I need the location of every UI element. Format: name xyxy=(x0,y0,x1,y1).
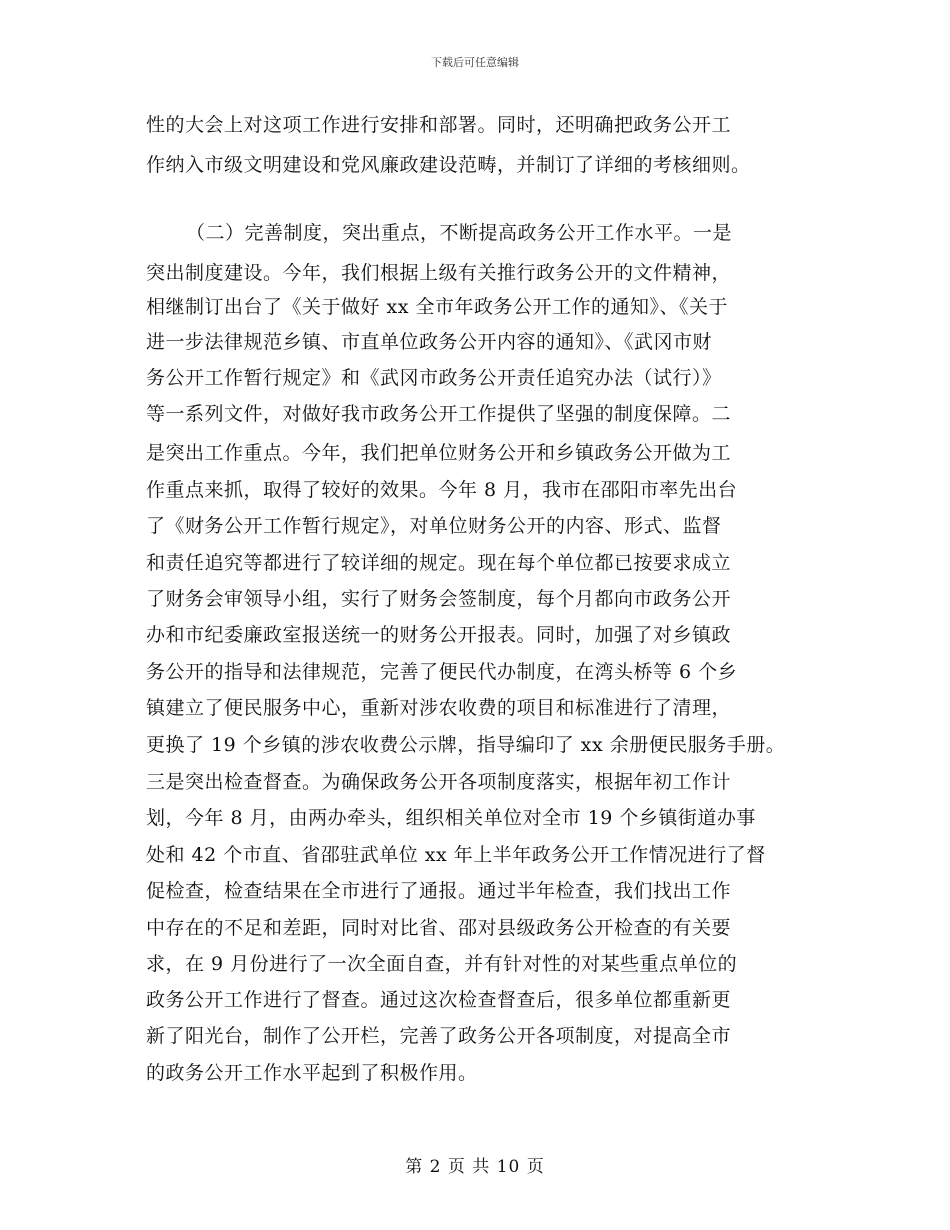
paragraph-line: 办和市纪委廉政室报送统一的财务公开报表。同时，加强了对乡镇政 xyxy=(146,624,732,646)
paragraph-line: 了《财务公开工作暂行规定》，对单位财务公开的内容、形式、监督 xyxy=(146,515,722,537)
paragraph-line: 镇建立了便民服务中心，重新对涉农收费的项目和标准进行了清理， xyxy=(146,697,732,719)
paragraph-line: 性的大会上对这项工作进行安排和部署。同时，还明确把政务公开工 xyxy=(146,114,732,136)
paragraph-line: 中存在的不足和差距，同时对比省、邵对县级政务公开检查的有关要 xyxy=(146,917,732,939)
paragraph-line: 突出制度建设。今年，我们根据上级有关推行政务公开的文件精神， xyxy=(146,262,732,284)
paragraph-line: 促检查，检查结果在全市进行了通报。通过半年检查，我们找出工作 xyxy=(146,880,732,902)
paragraph-line: 的政务公开工作水平起到了积极作用。 xyxy=(146,1062,478,1084)
paragraph-line: 处和 42 个市直、省邵驻武单位 xx 年上半年政务公开工作情况进行了督 xyxy=(146,844,766,866)
paragraph-line: 作纳入市级文明建设和党风廉政建设范畴，并制订了详细的考核细则。 xyxy=(146,154,751,176)
page-header-note: 下载后可任意编辑 xyxy=(431,56,519,69)
paragraph-line: 相继制订出台了《关于做好 xx 全市年政务公开工作的通知》、《关于 xyxy=(146,296,729,318)
paragraph-line: 进一步法律规范乡镇、市直单位政务公开内容的通知》、《武冈市财 xyxy=(146,331,713,353)
paragraph-line: 等一系列文件，对做好我市政务公开工作提供了坚强的制度保障。二 xyxy=(146,403,732,425)
paragraph-line: 务公开的指导和法律规范，完善了便民代办制度，在湾头桥等 6 个乡 xyxy=(146,661,738,683)
paragraph-line: 和责任追究等都进行了较详细的规定。现在每个单位都已按要求成立 xyxy=(146,552,732,574)
page-number: 第 2 页 共 10 页 xyxy=(405,1157,545,1177)
paragraph-line: 更换了 19 个乡镇的涉农收费公示牌，指导编印了 xx 余册便民服务手册。 xyxy=(146,734,786,756)
paragraph-line: 政务公开工作进行了督查。通过这次检查督查后，很多单位都重新更 xyxy=(146,989,732,1011)
paragraph-line: 划，今年 8 月，由两办牵头，组织相关单位对全市 19 个乡镇街道办事 xyxy=(146,807,756,829)
paragraph-line: 求，在 9 月份进行了一次全面自查，并有针对性的对某些重点单位的 xyxy=(146,953,738,975)
paragraph-line: 了财务会审领导小组，实行了财务会签制度，每个月都向市政务公开 xyxy=(146,588,732,610)
paragraph-line: 作重点来抓，取得了较好的效果。今年 8 月，我市在邵阳市率先出台 xyxy=(146,479,738,501)
paragraph-line: （二）完善制度，突出重点，不断提高政务公开工作水平。一是 xyxy=(186,222,733,244)
paragraph-line: 是突出工作重点。今年，我们把单位财务公开和乡镇政务公开做为工 xyxy=(146,442,732,464)
paragraph-line: 务公开工作暂行规定》和《武冈市政务公开责任追究办法（试行）》 xyxy=(146,367,722,389)
paragraph-line: 新了阳光台，制作了公开栏，完善了政务公开各项制度，对提高全市 xyxy=(146,1025,732,1047)
paragraph-line: 三是突出检查督查。为确保政务公开各项制度落实，根据年初工作计 xyxy=(146,771,732,793)
